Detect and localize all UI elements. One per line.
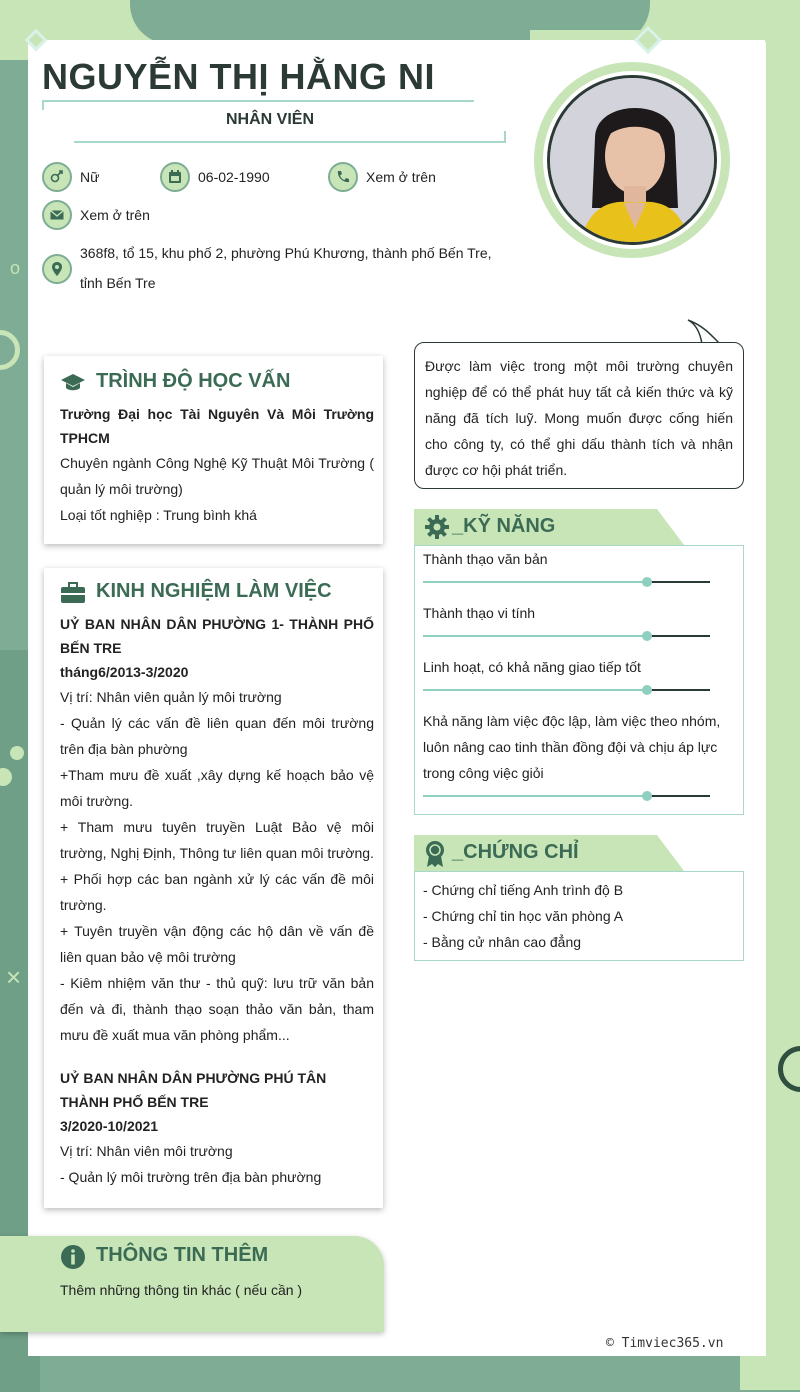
education-card <box>44 356 383 544</box>
job-period: 3/2020-10/2021 <box>60 1118 159 1134</box>
skill-label: Thành thạo vi tính <box>423 605 536 621</box>
email-icon <box>42 200 72 230</box>
skill-bar <box>423 689 710 691</box>
candidate-name: NGUYỄN THỊ HẰNG NI <box>42 56 436 97</box>
skill-bar-fill <box>423 581 647 583</box>
skill-bar-handle <box>642 685 652 695</box>
circle-decoration: o <box>10 258 21 278</box>
skill-bar <box>423 635 710 637</box>
info-icon <box>60 1244 86 1270</box>
email-value: Xem ở trên <box>80 207 150 223</box>
name-underline-tick <box>42 100 44 110</box>
job-title: NHÂN VIÊN <box>225 111 314 128</box>
skill-bar-fill <box>423 635 647 637</box>
award-icon <box>424 840 446 868</box>
skill-bar-fill <box>423 689 647 691</box>
certificate-item: - Chứng chỉ tiếng Anh trình độ B <box>423 882 624 898</box>
job-position: Vị trí: Nhân viên quản lý môi trường <box>60 689 282 705</box>
briefcase-icon <box>60 582 86 604</box>
job-duty: - Quản lý môi trường trên địa bàn phường <box>60 1169 322 1185</box>
extra-info-text: Thêm những thông tin khác ( nếu cần ) <box>60 1282 303 1298</box>
footer-credit: © Timviec365.vn <box>606 1336 724 1351</box>
calendar-icon <box>160 162 190 192</box>
ring-decoration <box>0 330 20 370</box>
skill-label: Khả năng làm việc độc lập, làm việc theo nhóm, luôn nâng cao tinh thần đồng đội và chịu áp lực trong công việc giỏi <box>423 713 721 781</box>
skill-label: Linh hoạt, có khả năng giao tiếp tốt <box>423 659 641 675</box>
skill-bar <box>423 581 710 583</box>
skill-bar-fill <box>423 795 647 797</box>
job-period: tháng6/2013-3/2020 <box>60 664 189 680</box>
phone-icon <box>328 162 358 192</box>
job-duty: - Quản lý các vấn đề liên quan đến môi trường trên địa bàn phường <box>60 715 374 757</box>
experience-title: KINH NGHIỆM LÀM VIỆC <box>96 580 332 602</box>
skill-bar-handle <box>642 631 652 641</box>
job-duty: +Tham mưu đề xuất ,xây dựng kế hoạch bảo vệ môi trường. <box>60 767 374 809</box>
phone-value: Xem ở trên <box>366 169 436 185</box>
graduation-grade: Loại tốt nghiệp : Trung bình khá <box>60 507 257 523</box>
school-name: Trường Đại học Tài Nguyên Và Môi Trường TPHCM <box>60 406 374 446</box>
address-line-2: tỉnh Bến Tre <box>80 275 156 291</box>
gear-icon <box>424 514 450 540</box>
certificates-title: _CHỨNG CHỈ <box>452 841 579 863</box>
job-company: UỶ BAN NHÂN DÂN PHƯỜNG PHÚ TÂN THÀNH PHỐ BẾN TRE <box>60 1070 327 1110</box>
experience-card <box>44 568 383 1208</box>
job-title-underline-tick <box>504 131 506 143</box>
plus-decoration: + <box>764 1352 786 1392</box>
skill-bar-handle <box>642 577 652 587</box>
skill-bar-handle <box>642 791 652 801</box>
major: Chuyên ngành Công Nghệ Kỹ Thuật Môi Trường ( quản lý môi trường) <box>60 455 374 497</box>
skill-bar <box>423 795 710 797</box>
x-decoration: × <box>6 962 22 992</box>
name-underline <box>42 100 474 102</box>
location-icon <box>42 254 72 284</box>
career-objective: Được làm việc trong một môi trường chuyên nghiệp để có thể phát huy tất cả kiến thức và kỹ năng đã tích luỹ. Mong muốn được cống hiến cho công ty, có thể ghi dấu thành tích và nhận được cơ hội phát triển. <box>414 342 744 489</box>
certificate-item: - Bằng cử nhân cao đẳng <box>423 934 582 950</box>
profile-photo <box>547 75 717 245</box>
dot-decoration <box>10 746 24 760</box>
gender-icon <box>42 162 72 192</box>
birthdate-value: 06-02-1990 <box>198 169 270 185</box>
job-title-underline <box>74 141 506 143</box>
address-line-1: 368f8, tổ 15, khu phố 2, phường Phú Khương, thành phố Bến Tre, <box>80 245 492 261</box>
job-duty: + Phối hợp các ban ngành xử lý các vấn đề môi trường. <box>60 871 374 913</box>
job-duty: + Tuyên truyền vận động các hộ dân về vấn đề liên quan bảo vệ môi trường <box>60 923 374 965</box>
certificate-item: - Chứng chỉ tin học văn phòng A <box>423 908 624 924</box>
job-company: UỶ BAN NHÂN DÂN PHƯỜNG 1- THÀNH PHỐ BẾN TRE <box>60 616 374 656</box>
extra-info-card <box>0 1236 384 1332</box>
job-duty: + Tham mưu tuyên truyền Luật Bảo vệ môi trường, Nghị Định, Thông tư liên quan môi trường. <box>60 819 374 861</box>
education-title: TRÌNH ĐỘ HỌC VẤN <box>96 370 291 392</box>
job-duty: - Kiêm nhiệm văn thư - thủ quỹ: lưu trữ văn bản đến và đi, thành thạo soạn thảo văn bản, tham mưu đề xuất mua văn phòng phẩm... <box>60 975 374 1043</box>
extra-info-title: THÔNG TIN THÊM <box>96 1244 269 1266</box>
graduation-cap-icon <box>60 372 86 394</box>
gender-value: Nữ <box>80 169 100 185</box>
job-position: Vị trí: Nhân viên môi trường <box>60 1143 233 1159</box>
skill-label: Thành thạo văn bản <box>423 551 548 567</box>
skills-title: _KỸ NĂNG <box>452 515 556 537</box>
